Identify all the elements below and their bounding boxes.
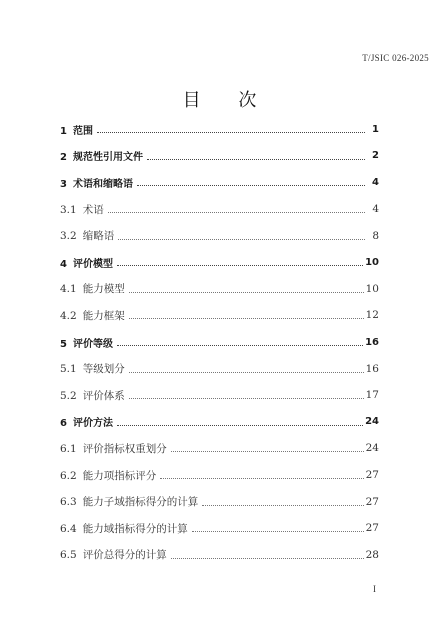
toc-entry-page: 27 (365, 522, 379, 535)
toc-entry[interactable] (60, 462, 379, 489)
toc-entry-label (60, 547, 169, 562)
toc-entry-page: 4 (372, 203, 379, 216)
toc-entry-page: 27 (365, 469, 379, 482)
toc-entry-page: 12 (365, 309, 379, 322)
toc-entry-number: 3.2 (60, 230, 77, 243)
toc-entry[interactable] (60, 276, 379, 303)
toc-entry-number: 6.2 (60, 469, 77, 482)
toc-entry-text: 能力模型 (82, 283, 125, 296)
toc-entry-text: 评价体系 (82, 389, 125, 402)
toc-entry-page: 2 (372, 150, 379, 162)
toc-entry[interactable] (60, 355, 379, 382)
page-title: 目 次 (182, 90, 273, 111)
toc-dot-leader (160, 477, 363, 479)
toc-entry-number: 2 (60, 152, 67, 164)
toc-entry[interactable] (60, 222, 379, 249)
toc-entry-page: 10 (365, 256, 379, 268)
toc-entry-text: 范围 (72, 125, 93, 137)
toc-entry-page: 24 (365, 416, 379, 428)
toc-dot-leader (97, 131, 365, 133)
toc-dot-leader (129, 371, 364, 373)
toc-dot-leader (108, 211, 365, 213)
toc-entry-text: 评价总得分的计算 (82, 549, 167, 562)
toc-entry-number: 3 (60, 178, 67, 190)
toc-entry-label (60, 148, 145, 163)
toc-entry-text: 术语 (82, 203, 104, 216)
toc-entry-text: 规范性引用文件 (72, 152, 143, 164)
toc-entry-number: 5.2 (60, 389, 77, 402)
toc-entry-text: 能力域指标得分的计算 (82, 522, 188, 535)
toc-dot-leader (137, 184, 365, 186)
toc-entry[interactable] (60, 382, 379, 409)
toc-entry-number: 4 (60, 258, 67, 270)
toc-entry-label (60, 308, 127, 323)
toc-entry[interactable] (60, 169, 379, 196)
toc-entry-text: 能力子域指标得分的计算 (82, 496, 199, 509)
toc-dot-leader (129, 317, 364, 319)
toc-entry-number: 6.5 (60, 549, 77, 562)
toc-entry-label (60, 281, 127, 296)
toc-entry-page: 8 (372, 229, 379, 242)
toc-entry-page: 10 (365, 282, 379, 295)
toc-entry-label (60, 468, 158, 483)
toc-entry-number: 4.1 (60, 283, 77, 296)
toc-dot-leader (129, 291, 364, 293)
toc-entry-number: 6.3 (60, 496, 77, 509)
toc-entry-text: 评价方法 (72, 418, 113, 430)
toc-entry-text: 能力项指标评分 (82, 469, 157, 482)
toc-dot-leader (118, 238, 365, 240)
toc-entry-page: 1 (372, 123, 379, 135)
toc-dot-leader (171, 450, 364, 452)
toc-entry-number: 5 (60, 338, 67, 350)
toc-dot-leader (129, 397, 364, 399)
toc-entry[interactable] (60, 143, 379, 170)
toc-entry-page: 17 (365, 389, 379, 402)
toc-entry[interactable] (60, 196, 379, 223)
toc-entry[interactable] (60, 435, 379, 462)
toc-entry[interactable] (60, 542, 379, 569)
toc-dot-leader (202, 504, 363, 506)
toc-entry-text: 术语和缩略语 (72, 178, 133, 190)
toc-entry-text: 等级划分 (82, 363, 125, 376)
toc-entry-label (60, 122, 95, 137)
toc-entry[interactable] (60, 409, 379, 436)
toc-entry-page: 27 (365, 495, 379, 508)
toc-entry-label (60, 521, 190, 536)
table-of-contents (60, 116, 379, 568)
page-number: I (373, 584, 376, 594)
toc-entry-page: 28 (365, 548, 379, 561)
toc-entry-text: 评价模型 (72, 258, 113, 270)
toc-entry-page: 24 (365, 442, 379, 455)
toc-entry[interactable] (60, 116, 379, 143)
toc-entry[interactable] (60, 329, 379, 356)
toc-dot-leader (117, 344, 363, 346)
toc-entry-text: 缩略语 (82, 230, 115, 243)
toc-entry[interactable] (60, 488, 379, 515)
toc-entry-number: 3.1 (60, 203, 77, 216)
toc-entry-label (60, 175, 135, 190)
toc-dot-leader (117, 424, 363, 426)
toc-entry-label (60, 202, 106, 217)
toc-entry-label (60, 414, 115, 429)
toc-entry-text: 评价指标权重划分 (82, 442, 167, 455)
toc-entry-text: 评价等级 (72, 338, 113, 350)
toc-entry-label (60, 441, 169, 456)
toc-dot-leader (171, 557, 364, 559)
toc-entry-label (60, 388, 127, 403)
toc-entry[interactable] (60, 302, 379, 329)
toc-entry-label (60, 335, 115, 350)
toc-entry-number: 6.1 (60, 442, 77, 455)
toc-entry[interactable] (60, 249, 379, 276)
toc-entry-label (60, 361, 127, 376)
toc-entry-page: 4 (372, 176, 379, 188)
toc-entry-number: 6 (60, 418, 67, 430)
toc-entry-page: 16 (365, 336, 379, 348)
toc-entry-text: 能力框架 (82, 309, 125, 322)
toc-dot-leader (147, 158, 365, 160)
toc-entry-number: 6.4 (60, 522, 77, 535)
toc-dot-leader (117, 264, 363, 266)
toc-entry-number: 1 (60, 125, 67, 137)
toc-entry-label (60, 494, 200, 509)
toc-dot-leader (192, 530, 364, 532)
toc-entry-number: 4.2 (60, 309, 77, 322)
toc-entry-label (60, 255, 115, 270)
standard-code: T/JSIC 026-2025 (362, 53, 429, 63)
toc-entry[interactable] (60, 515, 379, 542)
toc-entry-label (60, 228, 116, 243)
toc-entry-number: 5.1 (60, 363, 77, 376)
toc-entry-page: 16 (365, 362, 379, 375)
